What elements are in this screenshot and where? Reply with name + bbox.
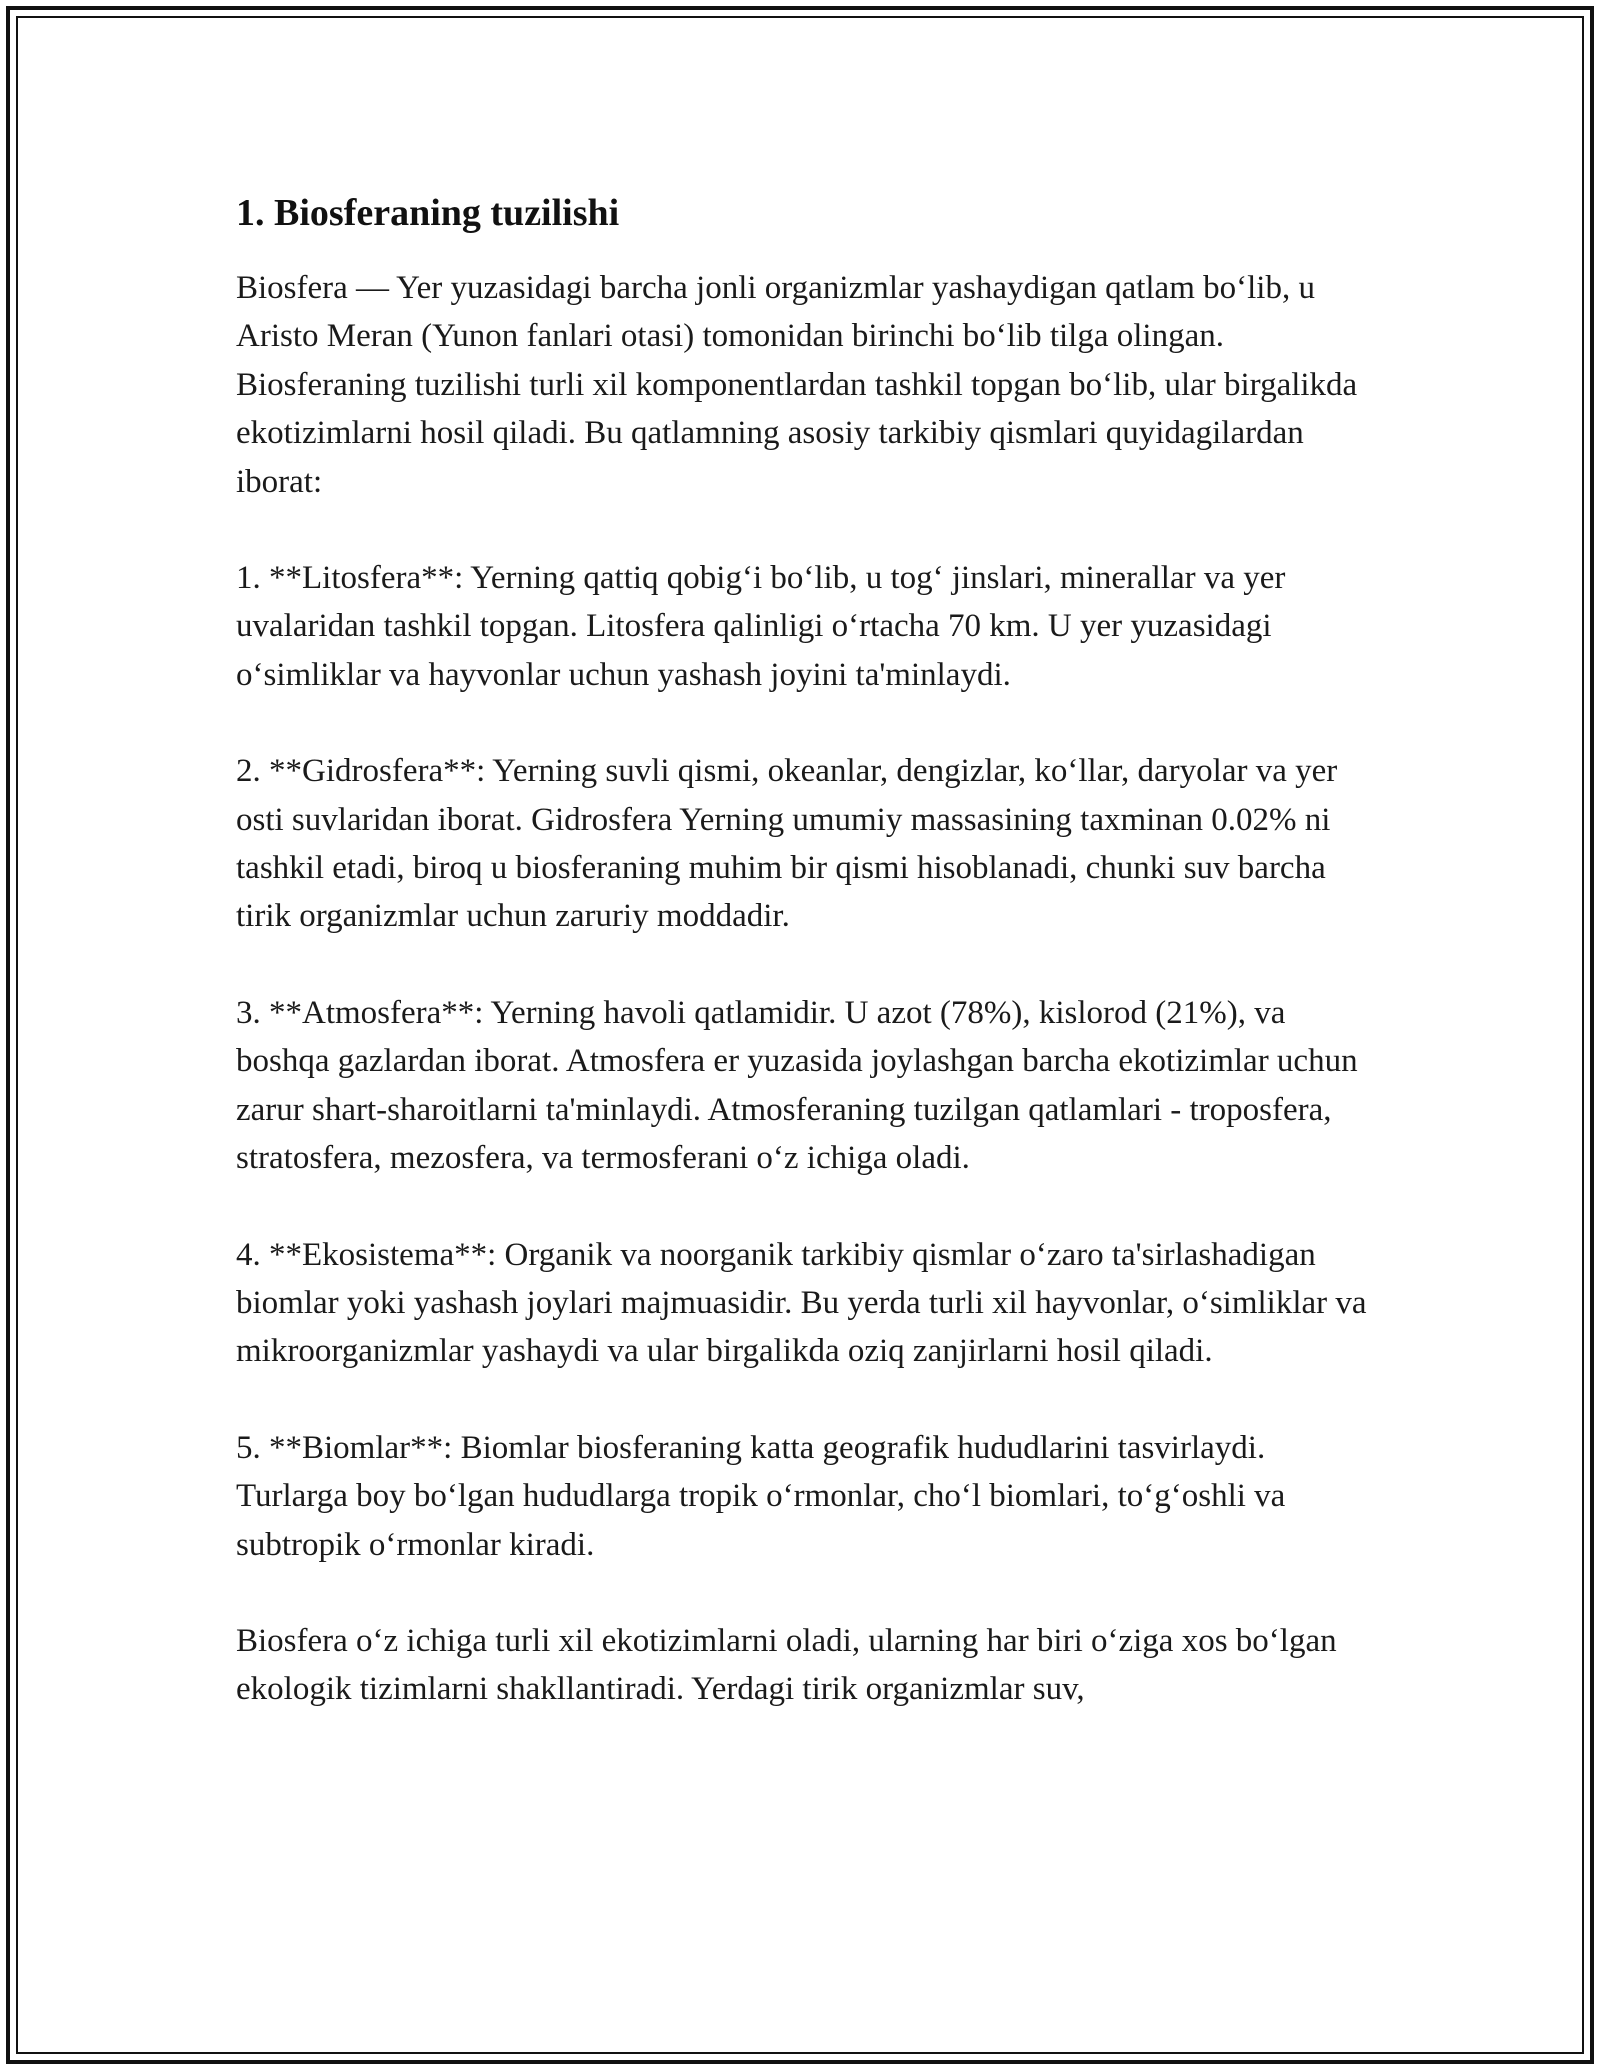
list-item-litosfera: 1. **Litosfera**: Yerning qattiq qobig‘i bo‘lib, u tog‘ jinslari, minerallar va yer uvalaridan tashkil topgan. Litosfera qalinligi o‘rtacha 70 km. U yer yuzasidagi o‘simliklar va hayvonlar uchun yashash joyini ta'minlaydi. bbox=[236, 560, 1286, 693]
document-page bbox=[236, 188, 1376, 1762]
closing-paragraph: Biosfera o‘z ichiga turli xil ekotizimlarni oladi, ularning har biri o‘ziga xos bo‘lgan ekologik tizimlarni shakllantiradi. Yerdagi tirik organizmlar suv, bbox=[236, 1622, 1337, 1708]
section-heading: 1. Biosferaning tuzilishi bbox=[236, 192, 620, 234]
list-item-gidrosfera: 2. **Gidrosfera**: Yerning suvli qismi, okeanlar, dengizlar, ko‘llar, daryolar va yer osti suvlaridan iborat. Gidrosfera Yerning umumiy massasining taxminan 0.02% ni tashkil etadi, biroq u biosferaning muhim bir qismi hisoblanadi, chunki suv barcha tirik organizmlar uchun zaruriy moddadir. bbox=[236, 753, 1338, 935]
intro-paragraph: Biosfera — Yer yuzasidagi barcha jonli organizmlar yashaydigan qatlam bo‘lib, u Aristo Meran (Yunon fanlari otasi) tomonidan birinchi bo‘lib tilga olingan. Biosferaning tuzilishi turli xil komponentlardan tashkil topgan bo‘lib, ular birgalikda ekotizimlarni hosil qiladi. Bu qatlamning asosiy tarkibiy qismlari quyidagilardan iborat: bbox=[236, 270, 1358, 500]
list-item-biomlar: 5. **Biomlar**: Biomlar biosferaning katta geografik hududlarini tasvirlaydi. Turlarga boy bo‘lgan hududlarga tropik o‘rmonlar, cho‘l biomlari, to‘g‘oshli va subtropik o‘rmonlar kiradi. bbox=[236, 1429, 1286, 1563]
list-item-atmosfera: 3. **Atmosfera**: Yerning havoli qatlamidir. U azot (78%), kislorod (21%), va boshqa gazlardan iborat. Atmosfera er yuzasida joylashgan barcha ekotizimlar uchun zarur shart-sharoitlarni ta'minlaydi. Atmosferaning tuzilgan qatlamlari - troposfera, stratosfera, mezosfera, va termosferani o‘z ichiga oladi. bbox=[236, 994, 1358, 1177]
list-item-ekosistema: 4. **Ekosistema**: Organik va noorganik tarkibiy qismlar o‘zaro ta'sirlashadigan biomlar yoki yashash joylari majmuasidir. Bu yerda turli xil hayvonlar, o‘simliklar va mikroorganizmlar yashaydi va ular birgalikda oziq zanjirlarni hosil qiladi. bbox=[236, 1236, 1367, 1370]
